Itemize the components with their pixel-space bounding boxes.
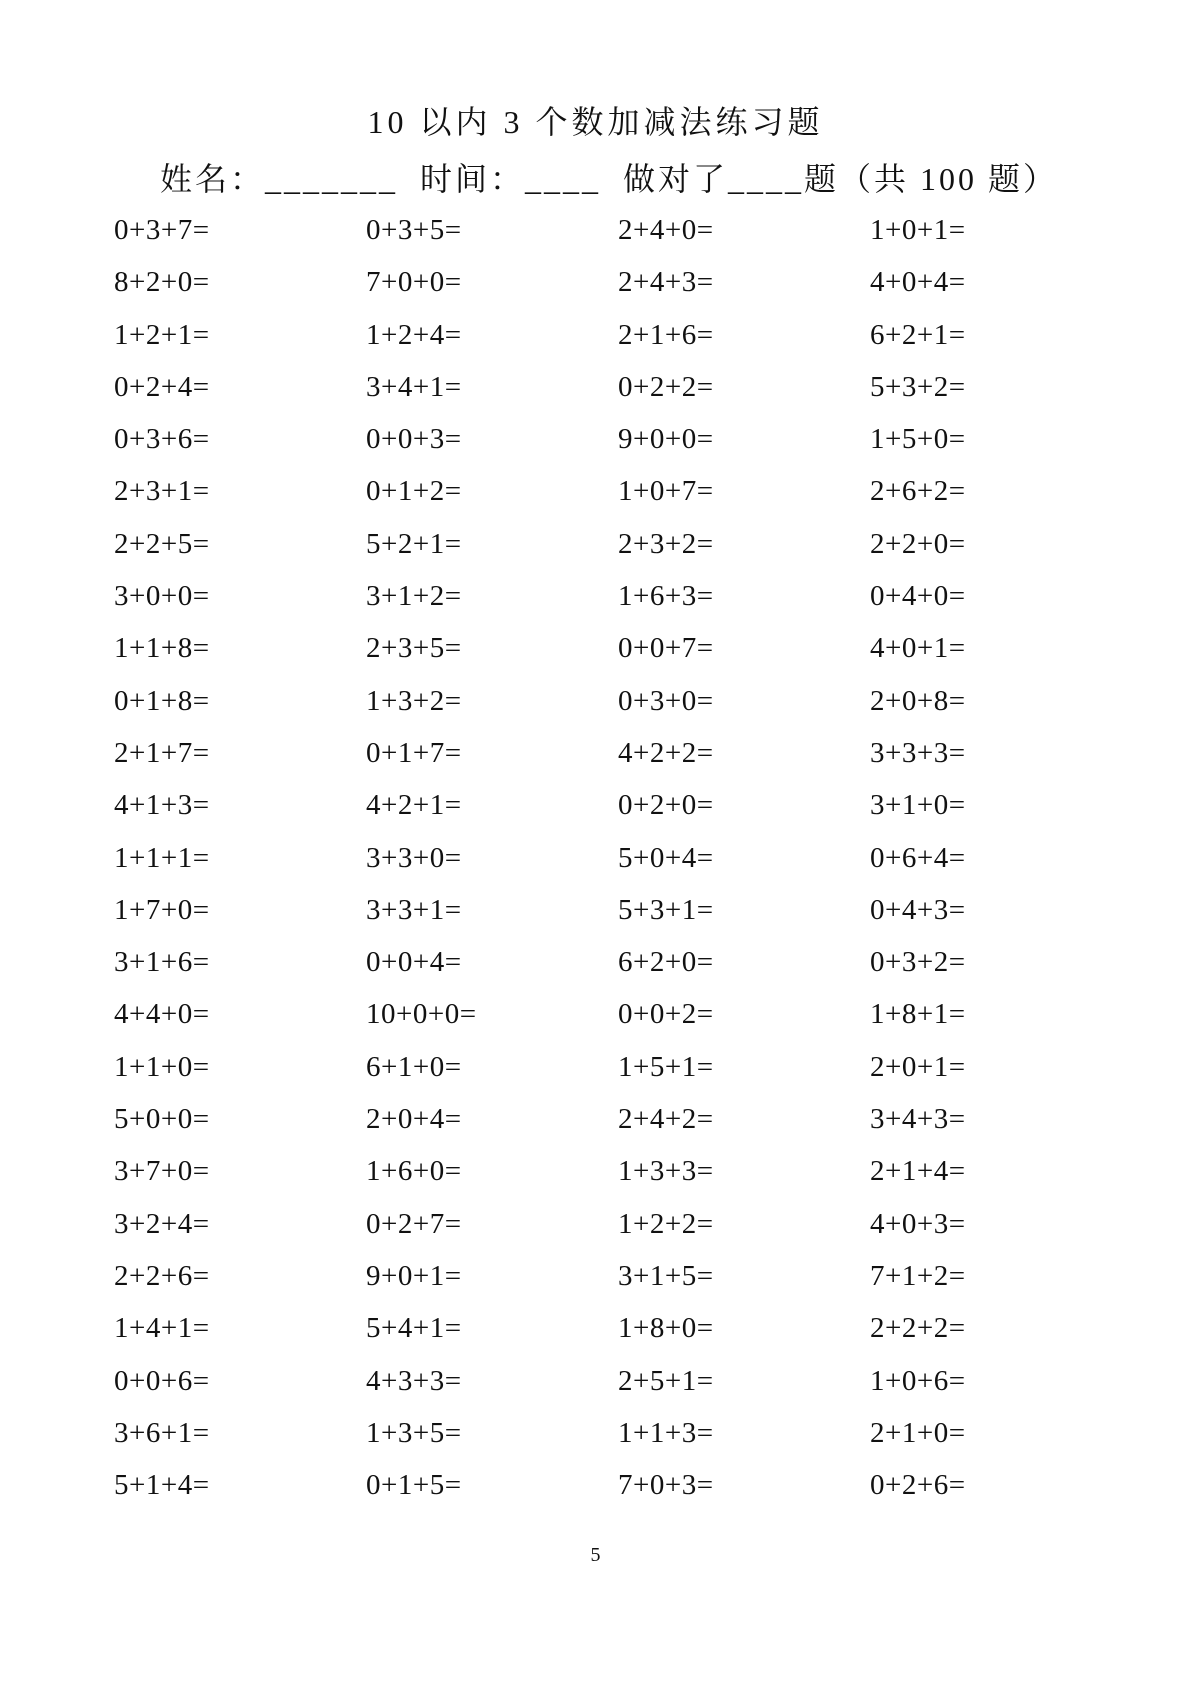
math-problem: 2+4+2=	[618, 1103, 714, 1136]
math-problem: 3+1+2=	[366, 580, 462, 613]
math-problem: 5+3+2=	[870, 370, 966, 403]
correct-label: 做对了	[623, 161, 729, 197]
math-problem: 6+2+1=	[870, 318, 966, 351]
math-problem: 0+0+2=	[618, 998, 714, 1031]
math-problem: 5+0+0=	[114, 1103, 210, 1136]
math-problem: 0+3+2=	[870, 946, 966, 979]
math-problem: 0+1+2=	[366, 475, 462, 508]
math-problem: 1+3+5=	[366, 1416, 462, 1449]
math-problem: 7+0+0=	[366, 266, 462, 299]
math-problem: 4+0+4=	[870, 266, 966, 299]
math-problem: 2+3+5=	[366, 632, 462, 665]
info-line	[160, 158, 1058, 200]
math-problem: 3+1+6=	[114, 946, 210, 979]
math-problem: 3+2+4=	[114, 1207, 210, 1240]
math-problem: 2+0+4=	[366, 1103, 462, 1136]
math-problem: 1+6+0=	[366, 1155, 462, 1188]
math-problem: 3+3+0=	[366, 841, 462, 874]
math-problem: 2+2+5=	[114, 527, 210, 560]
math-problem: 3+1+5=	[618, 1259, 714, 1292]
math-problem: 1+1+1=	[114, 841, 210, 874]
math-problem: 1+2+1=	[114, 318, 210, 351]
math-problem: 2+0+1=	[870, 1050, 966, 1083]
math-problem: 5+4+1=	[366, 1312, 462, 1345]
math-problem: 8+2+0=	[114, 266, 210, 299]
math-problem: 4+3+3=	[366, 1364, 462, 1397]
math-problem: 0+3+7=	[114, 214, 210, 246]
math-problem: 10+0+0=	[366, 998, 477, 1031]
math-problem: 0+1+8=	[114, 684, 210, 717]
math-problem: 3+4+3=	[870, 1103, 966, 1136]
math-problem: 1+8+1=	[870, 998, 966, 1031]
math-problem: 2+3+2=	[618, 527, 714, 560]
math-problem: 0+2+4=	[114, 370, 210, 403]
math-problem: 5+1+4=	[114, 1469, 210, 1502]
math-problem: 3+0+0=	[114, 580, 210, 613]
math-problem: 3+3+1=	[366, 893, 462, 926]
math-problem: 2+1+0=	[870, 1416, 966, 1449]
math-problem: 3+3+3=	[870, 736, 966, 769]
math-problem: 3+7+0=	[114, 1155, 210, 1188]
math-problem: 2+5+1=	[618, 1364, 714, 1397]
math-problem: 1+3+2=	[366, 684, 462, 717]
name-label: 姓名：	[160, 161, 266, 197]
time-blank: ____	[525, 161, 602, 197]
math-problem: 1+1+0=	[114, 1050, 210, 1083]
math-problem: 4+1+3=	[114, 789, 210, 822]
math-problem: 0+0+4=	[366, 946, 462, 979]
math-problem: 0+0+3=	[366, 423, 462, 456]
math-problem: 7+0+3=	[618, 1469, 714, 1502]
math-problem: 0+3+5=	[366, 214, 462, 246]
math-problem: 0+2+7=	[366, 1207, 462, 1240]
page-number: 5	[590, 1544, 601, 1566]
math-problem: 0+4+3=	[870, 893, 966, 926]
math-problem: 3+6+1=	[114, 1416, 210, 1449]
math-problem: 1+5+0=	[870, 423, 966, 456]
math-problem: 1+3+3=	[618, 1155, 714, 1188]
math-problem: 9+0+1=	[366, 1259, 462, 1292]
math-problem: 1+0+1=	[870, 214, 966, 246]
math-problem: 9+0+0=	[618, 423, 714, 456]
correct-suffix: 题（共 100 题）	[804, 161, 1059, 197]
page-title: 10 以内 3 个数加减法练习题	[367, 104, 824, 140]
math-problem: 0+3+6=	[114, 423, 210, 456]
math-problem: 3+4+1=	[366, 370, 462, 403]
math-problem: 0+4+0=	[870, 580, 966, 613]
math-problem: 5+0+4=	[618, 841, 714, 874]
math-problem: 4+2+1=	[366, 789, 462, 822]
math-problem: 0+1+5=	[366, 1469, 462, 1502]
math-problem: 1+0+7=	[618, 475, 714, 508]
math-problem: 0+2+0=	[618, 789, 714, 822]
math-problem: 6+2+0=	[618, 946, 714, 979]
math-problem: 4+4+0=	[114, 998, 210, 1031]
math-problem: 1+4+1=	[114, 1312, 210, 1345]
math-problem: 0+1+7=	[366, 736, 462, 769]
math-problem: 2+2+2=	[870, 1312, 966, 1345]
time-label: 时间：	[420, 161, 526, 197]
math-problem: 0+3+0=	[618, 684, 714, 717]
math-problem: 1+1+8=	[114, 632, 210, 665]
math-problem: 2+1+7=	[114, 736, 210, 769]
math-problem: 5+3+1=	[618, 893, 714, 926]
math-problem: 7+1+2=	[870, 1259, 966, 1292]
math-problem: 0+0+6=	[114, 1364, 210, 1397]
name-blank: _______	[265, 161, 399, 197]
problem-grid	[114, 210, 1114, 1517]
math-problem: 2+2+6=	[114, 1259, 210, 1292]
math-problem: 1+2+2=	[618, 1207, 714, 1240]
math-problem: 2+1+4=	[870, 1155, 966, 1188]
math-problem: 2+6+2=	[870, 475, 966, 508]
math-problem: 2+2+0=	[870, 527, 966, 560]
math-problem: 4+0+1=	[870, 632, 966, 665]
math-problem: 2+4+0=	[618, 214, 714, 246]
math-problem: 5+2+1=	[366, 527, 462, 560]
math-problem: 2+1+6=	[618, 318, 714, 351]
math-problem: 0+2+6=	[870, 1469, 966, 1502]
math-problem: 2+0+8=	[870, 684, 966, 717]
math-problem: 3+1+0=	[870, 789, 966, 822]
math-problem: 1+6+3=	[618, 580, 714, 613]
correct-blank: ____	[728, 161, 805, 197]
math-problem: 1+8+0=	[618, 1312, 714, 1345]
math-problem: 1+7+0=	[114, 893, 210, 926]
math-problem: 1+1+3=	[618, 1416, 714, 1449]
math-problem: 1+5+1=	[618, 1050, 714, 1083]
math-problem: 4+2+2=	[618, 736, 714, 769]
math-problem: 2+4+3=	[618, 266, 714, 299]
math-problem: 0+0+7=	[618, 632, 714, 665]
math-problem: 1+2+4=	[366, 318, 462, 351]
math-problem: 6+1+0=	[366, 1050, 462, 1083]
math-problem: 2+3+1=	[114, 475, 210, 508]
math-problem: 4+0+3=	[870, 1207, 966, 1240]
math-problem: 0+2+2=	[618, 370, 714, 403]
math-problem: 0+6+4=	[870, 841, 966, 874]
math-problem: 1+0+6=	[870, 1364, 966, 1397]
